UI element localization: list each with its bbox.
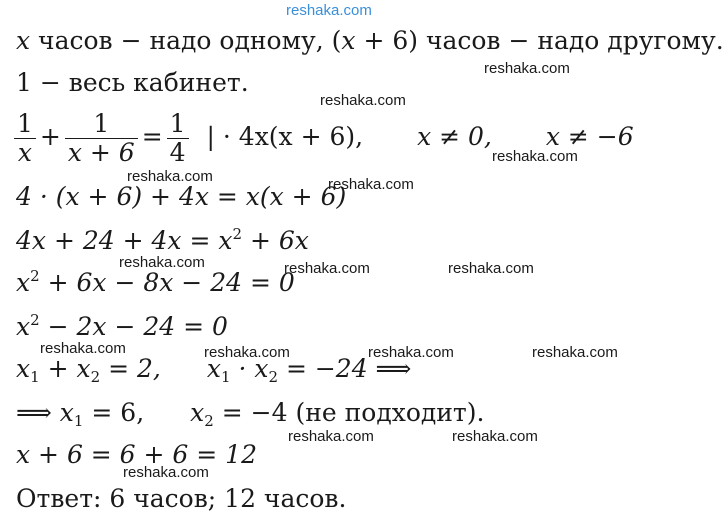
- watermark: reshaka.com: [123, 464, 209, 481]
- watermark: reshaka.com: [448, 260, 534, 277]
- watermark: reshaka.com: [288, 428, 374, 445]
- watermark: reshaka.com: [320, 92, 406, 109]
- watermark: reshaka.com: [40, 340, 126, 357]
- condition-x-not-0: x ≠ 0,: [417, 122, 492, 151]
- fraction-1-over-x: $\frac{1}{x}$: [14, 110, 36, 167]
- fraction-1-over-x-plus-6: $\frac{1}{x + 6}$: [65, 110, 138, 167]
- var-x: x: [341, 26, 356, 55]
- line-5: $4x + 24 + 4x = x^2 + 6x$: [16, 225, 309, 255]
- condition-x-not-minus-6: x ≠ −6: [545, 122, 634, 151]
- line-10: x + 6 = 6 + 6 = 12: [16, 440, 257, 469]
- watermark: reshaka.com: [284, 260, 370, 277]
- watermark: reshaka.com: [127, 168, 213, 185]
- watermark: reshaka.com: [328, 176, 414, 193]
- equation-fractions: $\frac{1}{x}$ + $\frac{1}{x + 6}$ = $\frac{1}{4}$ | · 4x(x + 6), x ≠ 0, x ≠ −6: [10, 110, 634, 167]
- line-1-text: часов − надо одному, (: [30, 26, 342, 55]
- line-1-text-2: + 6) часов − надо другому.: [355, 26, 724, 55]
- watermark: reshaka.com: [452, 428, 538, 445]
- line-1: [16, 26, 724, 56]
- line-4: 4 · (x + 6) + 4x = x(x + 6): [16, 182, 347, 211]
- watermark: reshaka.com: [119, 254, 205, 271]
- site-watermark[interactable]: reshaka.com: [286, 2, 372, 19]
- line-9-roots: ⟹ $x_1 = 6$, $x_2 = -4$ (не подходит).: [16, 398, 485, 430]
- answer-line: Ответ: 6 часов; 12 часов.: [16, 484, 347, 513]
- multiplier: | · 4x(x + 6),: [206, 122, 364, 151]
- watermark: reshaka.com: [492, 148, 578, 165]
- line-8-vieta: $x_1 + x_2 = 2$, $x_1 \cdot x_2 = -24$ ⟹: [16, 354, 412, 386]
- line-6: $x^2 + 6x - 8x - 24 = 0$: [16, 267, 295, 297]
- line-7: $x^2 - 2x - 24 = 0$: [16, 311, 228, 341]
- watermark: reshaka.com: [204, 344, 290, 361]
- watermark: reshaka.com: [484, 60, 570, 77]
- fraction-1-over-4: $\frac{1}{4}$: [167, 110, 189, 167]
- watermark: reshaka.com: [532, 344, 618, 361]
- var-x: x: [16, 26, 31, 55]
- watermark: reshaka.com: [368, 344, 454, 361]
- line-2: 1 − весь кабинет.: [16, 68, 249, 97]
